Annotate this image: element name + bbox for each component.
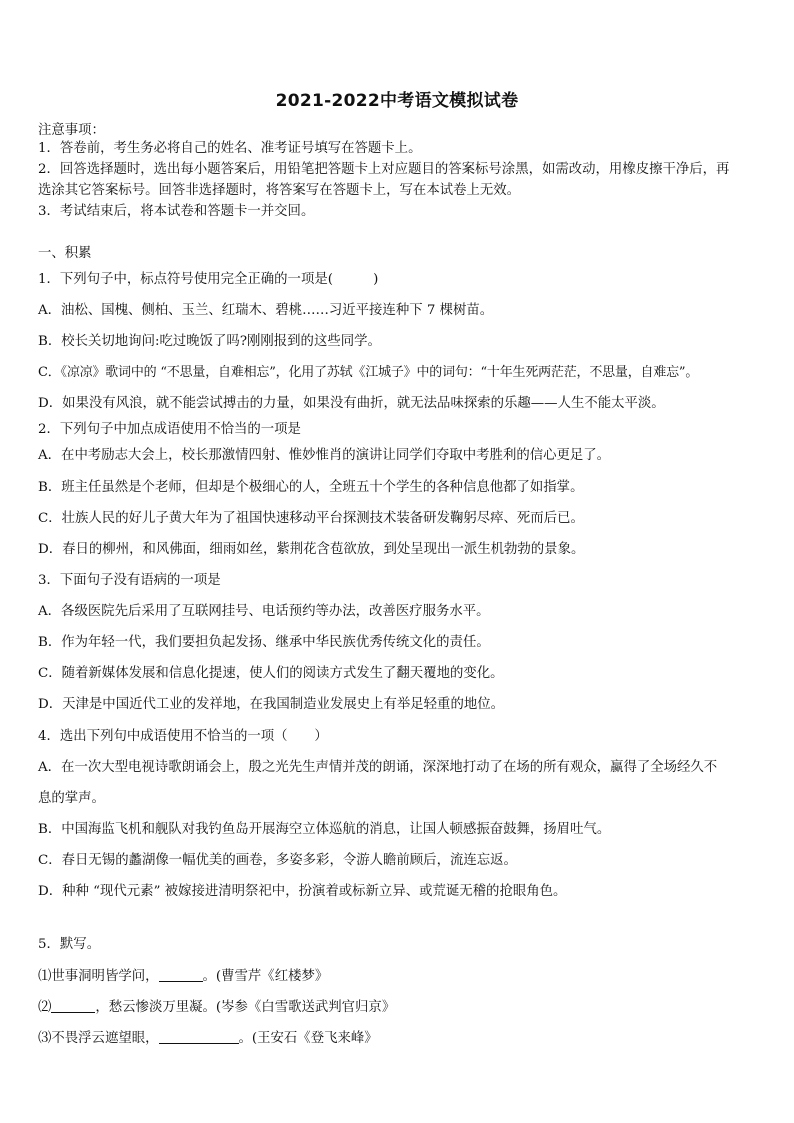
q2-stem: 2．下列句子中加点成语使用不恰当的一项是 [38,422,301,437]
notice-item-2-line-1: 2．回答选择题时，选出每小题答案后，用铅笔把答题卡上对应题目的答案标号涂黑，如需改动，用橡皮擦干净后，再 [38,162,730,177]
q2-option-a: A．在中考励志大会上，校长那激情四射、惟妙惟肖的演讲让同学们夺取中考胜利的信心更足了。 [38,448,611,463]
q2-option-b: B．班主任虽然是个老师，但却是个极细心的人，全班五十个学生的各种信息他都了如指掌。 [38,480,584,495]
q5-line-2-prefix: ⑵ [38,1000,52,1015]
q3-option-c: C．随着新媒体发展和信息化提速，使人们的阅读方式发生了翻天覆地的变化。 [38,666,504,681]
q1-stem: 1．下列句子中，标点符号使用完全正确的一项是( ) [38,272,379,287]
q3-option-d: D．天津是中国近代工业的发祥地，在我国制造业发展史上有举足轻重的地位。 [38,697,505,712]
q5-line-2-suffix: ，愁云惨淡万里凝。(岑参《白雪歌送武判官归京》 [95,1000,396,1015]
q4-option-a-line-2: 息的掌声。 [38,791,105,806]
q3-stem: 3．下面句子没有语病的一项是 [38,573,221,588]
q5-line-3-prefix: ⑶不畏浮云遮望眼， [38,1031,159,1046]
q1-option-b: B．校长关切地询问:吃过晚饭了吗?刚刚报到的这些同学。 [38,334,381,349]
section-heading: 一、积累 [38,246,92,261]
q4-stem: 4．选出下列句中成语使用不恰当的一项（ ） [38,729,328,744]
q4-option-c: C．春日无锡的蠡湖像一幅优美的画卷，多姿多彩，令游人瞻前顾后，流连忘返。 [38,853,517,868]
q5-line-1-suffix: 。(曹雪芹《红楼梦》 [202,969,329,984]
answer-blank-3[interactable] [159,1030,239,1044]
q1-option-c: C．《凉凉》歌词中的 “不思量，自难相忘”，化用了苏轼《江城子》中的词句：“十年生死两茫茫，不思量，自难忘”。 [38,365,699,380]
q5-line-1-prefix: ⑴世事洞明皆学问， [38,969,159,984]
notice-item-2-line-2: 选涂其它答案标号。回答非选择题时，将答案写在答题卡上，写在本试卷上无效。 [38,183,521,198]
q5-line-2 [38,999,768,1016]
notice-heading: 注意事项： [38,123,105,138]
q4-option-a-line-1: A．在一次大型电视诗歌朗诵会上，殷之光先生声情并茂的朗诵，深深地打动了在场的所有观众，赢得了全场经久不 [38,760,718,775]
q3-option-a: A．各级医院先后采用了互联网挂号、电话预约等办法，改善医疗服务水平。 [38,604,490,619]
q5-line-3 [38,1030,768,1047]
q5-line-3-suffix: 。(王安石《登飞来峰》 [238,1031,378,1046]
q5-line-1 [38,968,768,985]
notice-item-3: 3．考试结束后，将本试卷和答题卡一并交回。 [38,204,315,219]
q1-option-d: D．如果没有风浪，就不能尝试搏击的力量，如果没有曲折，就无法品味探索的乐趣——人生不能太平淡。 [38,396,665,411]
q4-option-d: D．种种 “现代元素” 被嫁接进清明祭祀中，扮演着或标新立异、或荒诞无稽的抢眼角色。 [38,884,567,899]
answer-blank-1[interactable] [159,968,203,982]
q2-option-c: C．壮族人民的好儿子黄大年为了祖国快速移动平台探测技术装备研发鞠躬尽瘁、死而后已。 [38,511,584,526]
q2-option-d: D．春日的柳州，和风佛面，细雨如丝，紫荆花含苞欲放，到处呈现出一派生机勃勃的景象。 [38,542,585,557]
q3-option-b: B．作为年轻一代，我们要担负起发扬、继承中华民族优秀传统文化的责任。 [38,635,490,650]
notice-item-1: 1．答卷前，考生务必将自己的姓名、准考证号填写在答题卡上。 [38,141,422,156]
page-title: 2021-2022中考语文模拟试卷 [275,91,519,111]
q5-stem: 5．默写。 [38,937,101,952]
answer-blank-2[interactable] [51,999,95,1013]
q4-option-b: B．中国海监飞机和舰队对我钓鱼岛开展海空立体巡航的消息，让国人顿感振奋鼓舞，扬眉吐气。 [38,822,611,837]
q1-option-a: A．油松、国槐、侧柏、玉兰、红瑞木、碧桃……习近平接连种下 7 棵树苗。 [38,303,494,318]
